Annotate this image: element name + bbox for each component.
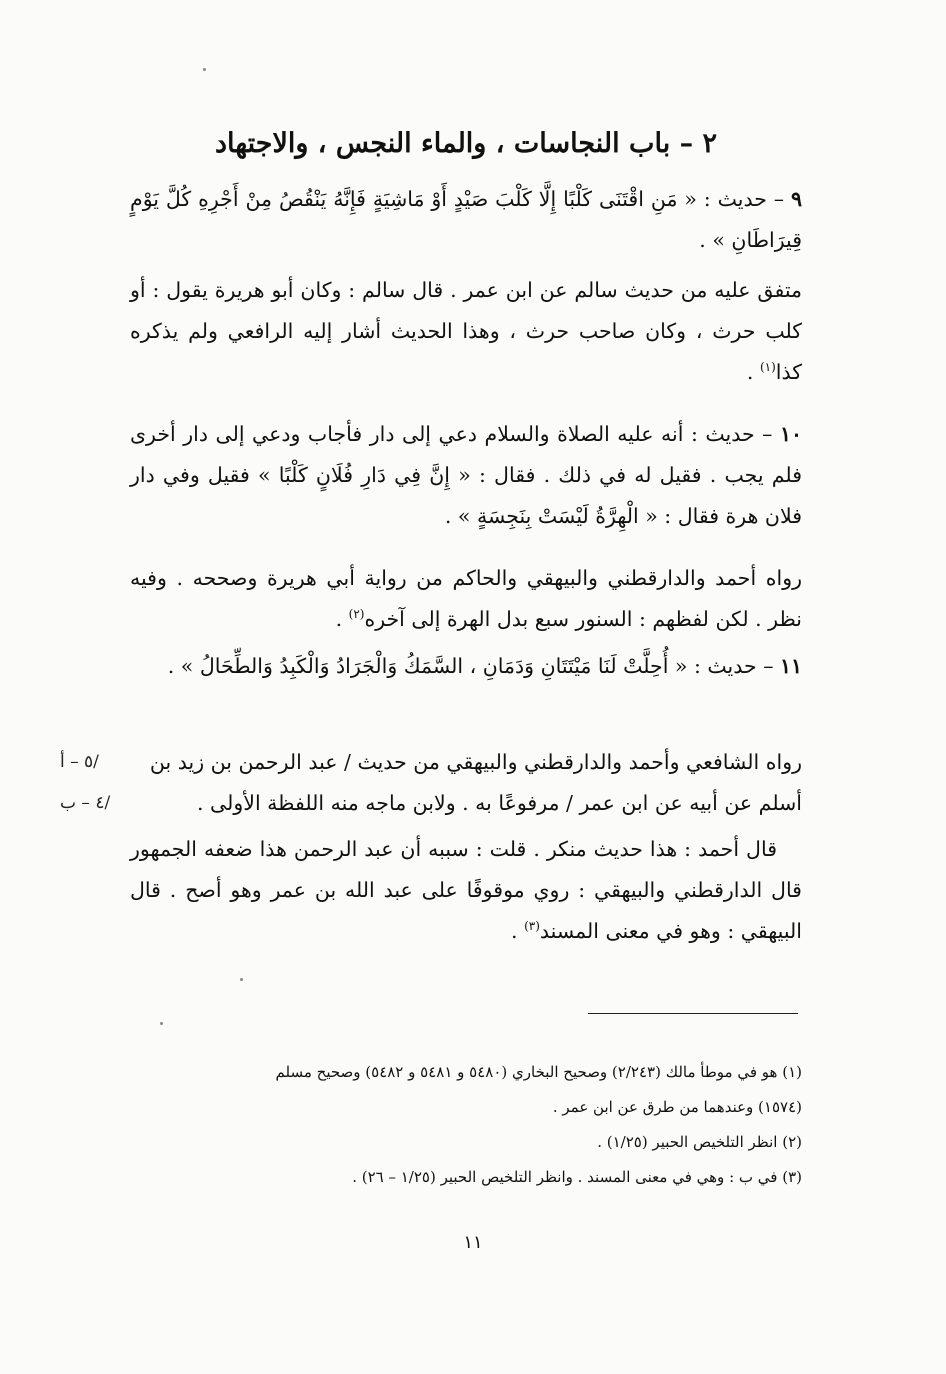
hadith-10 (130, 414, 802, 537)
page-number: ١١ (463, 1232, 483, 1253)
footnote-separator (588, 1013, 798, 1014)
margin-note-folio-4b: /٤ – ب (60, 793, 111, 813)
commentary-10 (130, 558, 802, 640)
footnote-3: (٣) في ب : وهي في معنى المسند . وانظر التلخيص الحبير (١/٢٥ – ٢٦) . (352, 1168, 802, 1186)
footnote-ref-3[interactable]: (٣) (524, 919, 540, 934)
scan-speck (240, 978, 243, 981)
footnote-1-line-1: (١) هو في موطأ مالك (٢/٢٤٣) وصحيح البخاري (٥٤٨٠ و ٥٤٨١ و ٥٤٨٢) وصحيح مسلم (275, 1063, 802, 1081)
footnote-1-line-2: (١٥٧٤) وعندهما من طرق عن ابن عمر . (552, 1098, 802, 1116)
hadith-11-number: ١١ (779, 654, 802, 678)
commentary-9-text: متفق عليه من حديث سالم عن ابن عمر . قال سالم : وكان أبو هريرة يقول : أو كلب حرث ، وكان صاحب حرث ، وهذا الحديث أشار إليه الرافعي ولم يذكره كذا (130, 278, 802, 384)
hadith-11-text: – حديث : « أُحِلَّتْ لَنَا مَيْتَتَانِ وَدَمَانِ ، السَّمَكُ وَالْجَرَادُ وَالْكَبِدُ وَالطِّحَالُ » . (167, 654, 780, 678)
hadith-9-text: – حديث : « مَنِ اقْتَنَى كَلْبًا إِلَّا كَلْبَ صَيْدٍ أَوْ مَاشِيَةٍ فَإِنَّهُ يَنْقُصُ مِنْ أَجْرِهِ كُلَّ يَوْمٍ قِيرَاطَانِ » . (130, 187, 802, 252)
commentary-9-end: . (746, 360, 760, 384)
footnote-ref-2[interactable]: (٢) (348, 607, 365, 622)
commentary-11-end: . (511, 919, 525, 943)
commentary-11-rest (130, 829, 802, 952)
hadith-10-number: ١٠ (779, 422, 802, 446)
commentary-11-rest-text: قال أحمد : هذا حديث منكر . قلت : سببه أن عبد الرحمن هذا ضعفه الجمهور قال الدارقطني والبيهقي : روي موقوفًا على عبد الله بن عمر وهو أصح . قال البيهقي : وهو في معنى المسند (130, 837, 802, 943)
commentary-9 (130, 270, 802, 393)
margin-note-folio-5a: /٥ – أ (60, 752, 99, 772)
scan-speck (203, 68, 206, 71)
commentary-10-text: رواه أحمد والدارقطني والبيهقي والحاكم من رواية أبي هريرة وصححه . وفيه نظر . لكن لفظهم : السنور سبع بدل الهرة إلى آخره (130, 566, 802, 631)
hadith-11 (130, 646, 802, 687)
hadith-10-text: – حديث : أنه عليه الصلاة والسلام دعي إلى دار فأجاب ودعي إلى دار أخرى فلم يجب . فقيل له في ذلك . فقال : « إِنَّ فِي دَارِ فُلَانٍ كَلْبًا » فقيل وفي دار فلان هرة فقال : « الْهِرَّةُ لَيْسَتْ بِنَجِسَةٍ » . (130, 422, 802, 528)
commentary-11-line-1: رواه الشافعي وأحمد والدارقطني والبيهقي من حديث / عبد الرحمن بن زيد بن (149, 750, 802, 774)
hadith-9-number: ٩ (790, 187, 802, 211)
scan-speck (160, 1022, 163, 1025)
hadith-9 (130, 179, 802, 261)
chapter-title: ٢ – باب النجاسات ، والماء النجس ، والاجتهاد (214, 128, 718, 159)
footnote-2: (٢) انظر التلخيص الحبير (١/٢٥) . (597, 1133, 802, 1151)
commentary-10-end: . (335, 607, 349, 631)
commentary-11-line-2: أسلم عن أبيه عن ابن عمر / مرفوعًا به . ولابن ماجه منه اللفظة الأولى . (197, 791, 802, 815)
footnote-ref-1[interactable]: (١) (759, 360, 776, 375)
